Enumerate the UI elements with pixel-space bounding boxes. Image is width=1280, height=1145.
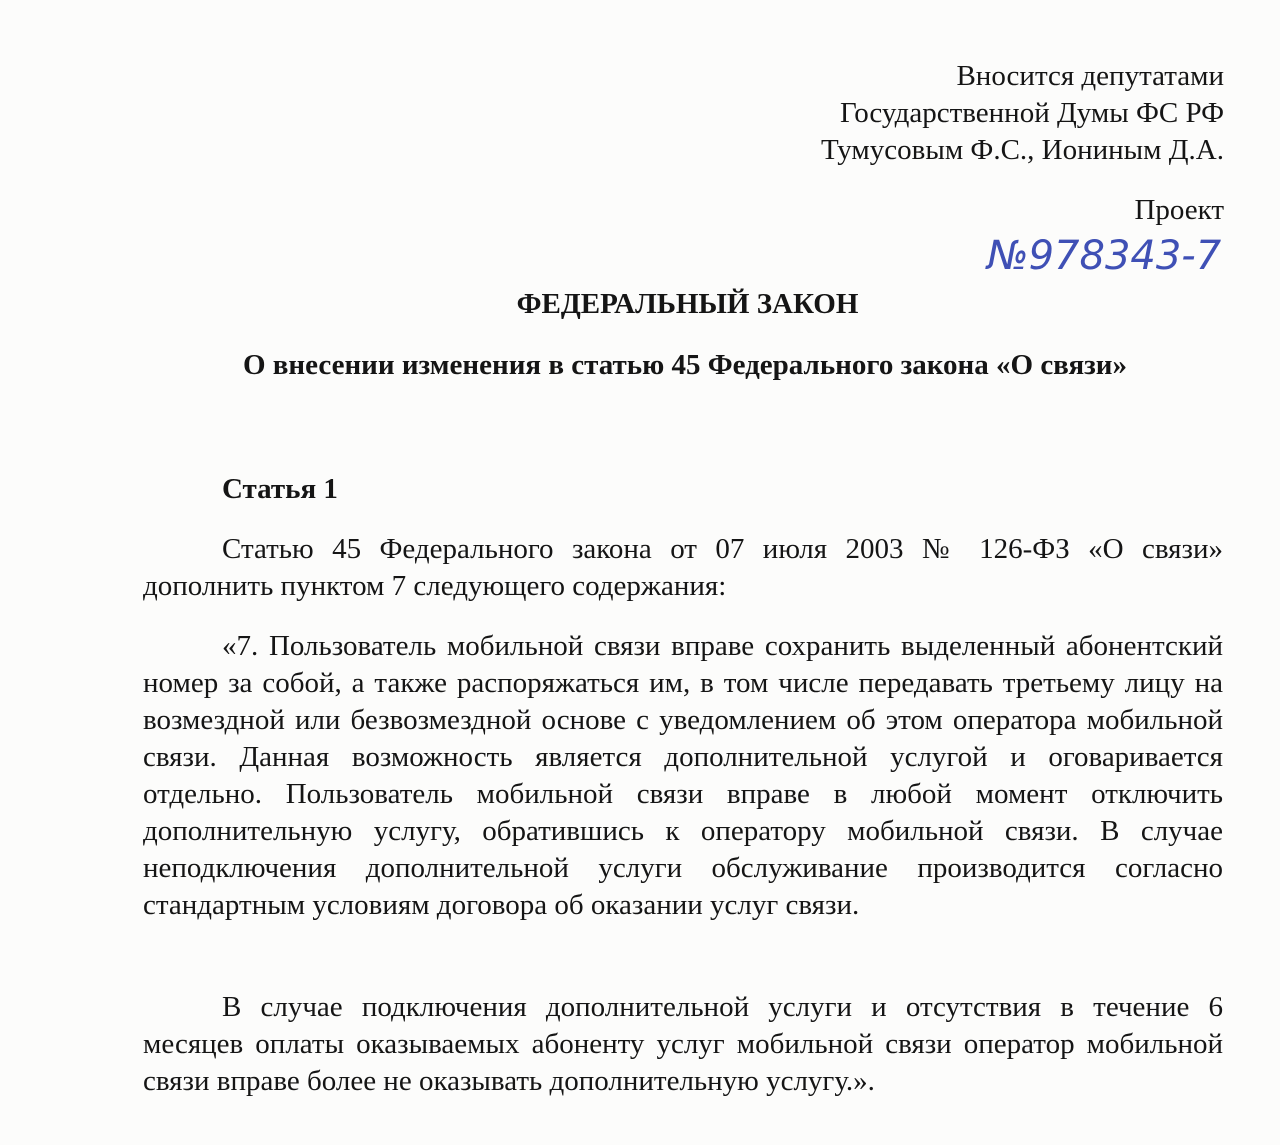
article-paragraph: «7. Пользователь мобильной связи вправе сохранить выделенный абонентский номер за собой, а также распоряжаться им, в том числе передавать третьему лицу на возмездной или безвозмездной основе с уведомлением об этом оператора мобильной связи. Данная возможность является дополнительной услугой и оговаривается отдельно. Пользователь мобильной связи вправе в любой момент отключить дополнительную услугу, обратившись к оператору мобильной связи. В случае неподключения дополнительной услуги обслуживание производится согласно стандартным условиям договора об оказании услуг связи.: [143, 630, 1223, 921]
article-heading: Статья 1: [222, 473, 338, 505]
introduced-by-line: Вносится депутатами: [956, 60, 1224, 92]
introduced-by-block: [821, 58, 1224, 169]
document-type: ФЕДЕРАЛЬНЫЙ ЗАКОН: [516, 288, 859, 320]
svg-text:№978343-7: №978343-7: [987, 233, 1222, 279]
article-paragraph: В случае подключения дополнительной услуги и отсутствия в течение 6 месяцев оплаты оказываемых абоненту услуг мобильной связи оператор мобильной связи вправе более не оказывать дополнительную услугу.».: [143, 991, 1223, 1097]
article-paragraph: Статью 45 Федерального закона от 07 июля 2003 № 126-ФЗ «О связи» дополнить пунктом 7 следующего содержания:: [143, 533, 1223, 602]
introduced-by-line: Тумусовым Ф.С., Иониным Д.А.: [821, 134, 1224, 166]
project-label: Проект: [1134, 194, 1224, 226]
handwritten-registration-number: [983, 223, 1233, 293]
document-title: О внесении изменения в статью 45 Федерального закона «О связи»: [242, 349, 1128, 381]
introduced-by-line: Государственной Думы ФС РФ: [839, 97, 1224, 129]
